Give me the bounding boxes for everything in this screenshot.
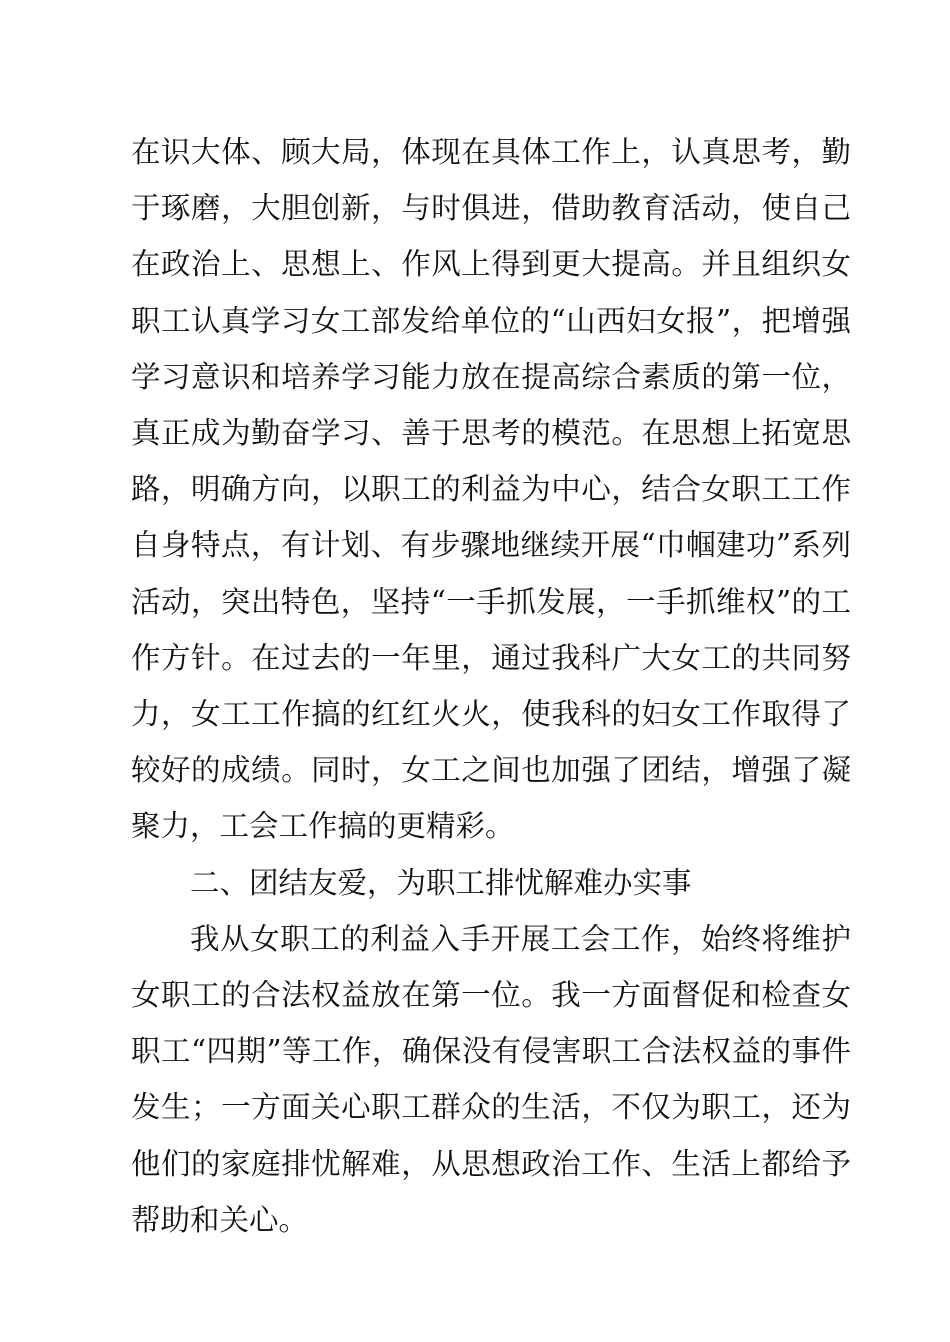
section-heading: 二、团结友爱，为职工排忧解难办实事 (190, 865, 692, 900)
paragraph-section: 我从女职工的利益入手开展工会工作，始终将维护女职工的合法权益放在第一位。我一方面督促和检查女职工“四期”等工作，确保没有侵害职工合法权益的事件发生；一方面关心职工群众的生活，不仅为职工，还为他们的家庭排忧解难，从思想政治工作、生活上都给予帮助和关心。 (131, 921, 851, 1237)
document-body (131, 124, 851, 1248)
paragraph-continuation: 在识大体、顾大局，体现在具体工作上，认真思考，勤于琢磨，大胆创新，与时俱进，借助教育活动，使自己在政治上、思想上、作风上得到更大提高。并且组织女职工认真学习女工部发给单位的“山西妇女报”，把增强学习意识和培养学习能力放在提高综合素质的第一位，真正成为勤奋学习、善于思考的模范。在思想上拓宽思路，明确方向，以职工的利益为中心，结合女职工工作自身特点，有计划、有步骤地继续开展“巾帼建功”系列活动，突出特色，坚持“一手抓发展，一手抓维权”的工作方针。在过去的一年里，通过我科广大女工的共同努力，女工工作搞的红红火火，使我科的妇女工作取得了较好的成绩。同时，女工之间也加强了团结，增强了凝聚力，工会工作搞的更精彩。 (131, 135, 851, 844)
